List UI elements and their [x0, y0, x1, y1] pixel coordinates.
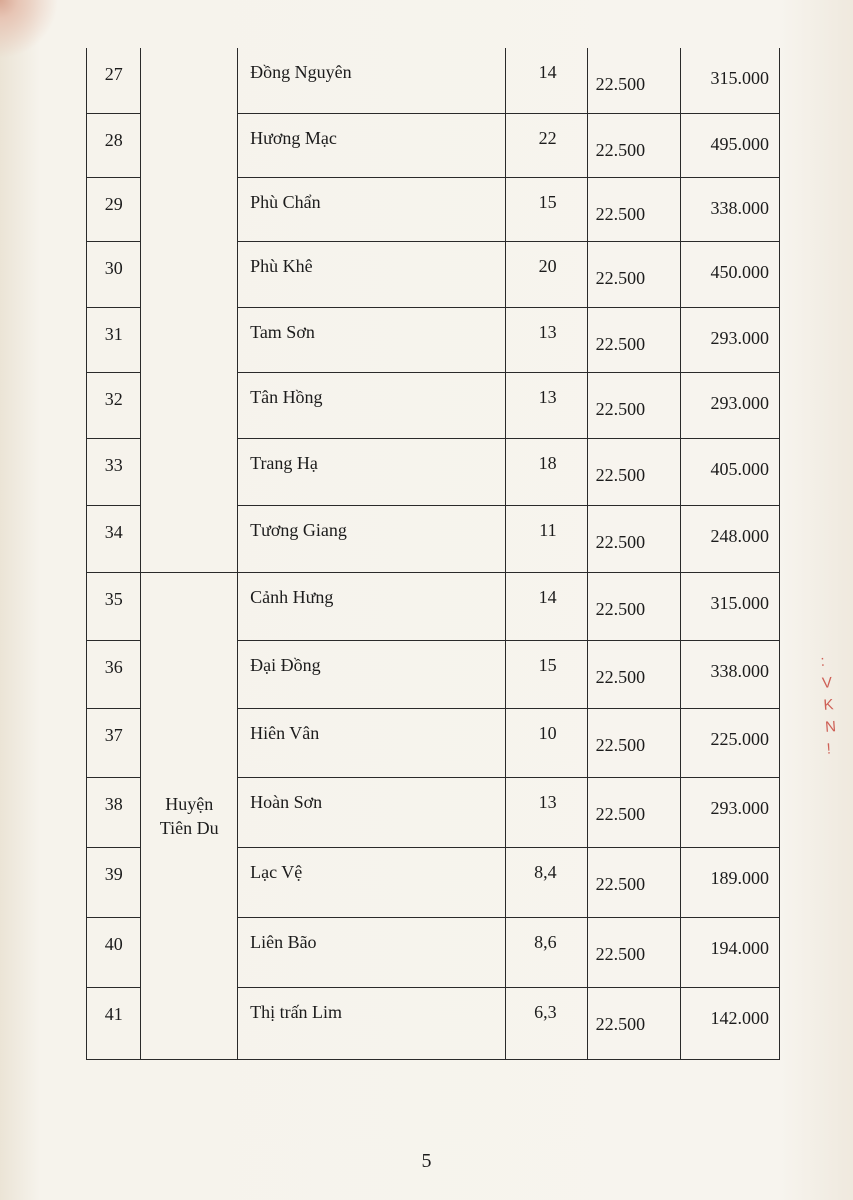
total-amount-text: 142.000: [710, 1007, 769, 1028]
commune-name-text: Đại Đồng: [250, 654, 321, 675]
commune-name-text: Trang Hạ: [250, 452, 318, 473]
quantity-cell: [506, 438, 588, 505]
quantity-cell: [506, 777, 588, 847]
quantity-cell: [506, 372, 588, 438]
quantity-cell: [506, 307, 588, 372]
quantity-cell: [506, 917, 588, 987]
commune-name-cell: [238, 113, 506, 177]
quantity-text: 18: [538, 452, 557, 473]
row-number-cell: [87, 113, 141, 177]
quantity-text: 13: [538, 321, 557, 342]
row-number-cell: [87, 987, 141, 1059]
commune-name-cell: [238, 48, 506, 113]
total-amount-cell: [681, 777, 780, 847]
total-amount-cell: [681, 438, 780, 505]
red-stamp-fragment: : V K N !: [819, 652, 837, 758]
unit-price-text: 22.500: [595, 666, 646, 687]
total-amount-text: 338.000: [710, 197, 769, 218]
total-amount-cell: [681, 241, 780, 307]
row-number-cell: [87, 572, 141, 640]
unit-price-text: 22.500: [595, 203, 646, 224]
commune-name-text: Lạc Vệ: [250, 861, 303, 882]
total-amount-text: 315.000: [710, 592, 769, 613]
commune-name-cell: [238, 307, 506, 372]
commune-name-cell: [238, 777, 506, 847]
quantity-text: 13: [538, 791, 557, 812]
quantity-text: 20: [538, 255, 557, 276]
commune-name-text: Hương Mạc: [250, 127, 337, 148]
quantity-text: 8,6: [534, 931, 557, 952]
total-amount-cell: [681, 113, 780, 177]
total-amount-cell: [681, 177, 780, 241]
quantity-cell: [506, 505, 588, 572]
unit-price-cell: [587, 987, 681, 1059]
unit-price-text: 22.500: [595, 1013, 646, 1034]
unit-price-cell: [587, 438, 681, 505]
unit-price-cell: [587, 777, 681, 847]
quantity-text: 11: [539, 519, 557, 540]
total-amount-text: 338.000: [710, 660, 769, 681]
page-number: 5: [421, 1150, 432, 1172]
unit-price-cell: [587, 113, 681, 177]
unit-price-text: 22.500: [595, 398, 646, 419]
table-row: [87, 48, 780, 113]
row-number-text: 37: [104, 724, 123, 745]
quantity-text: 6,3: [534, 1001, 557, 1022]
district-cell-group-2: [141, 572, 238, 1059]
commune-name-text: Thị trấn Lim: [250, 1001, 343, 1022]
row-number-text: 36: [104, 656, 123, 677]
total-amount-text: 293.000: [710, 327, 769, 348]
row-number-text: 27: [104, 64, 123, 84]
unit-price-cell: [587, 505, 681, 572]
unit-price-cell: [587, 48, 681, 113]
unit-price-text: 22.500: [595, 803, 646, 824]
commune-name-text: Phù Chẩn: [250, 191, 321, 212]
quantity-text: 14: [538, 62, 557, 82]
unit-price-text: 22.500: [595, 873, 646, 894]
row-number-text: 28: [104, 129, 123, 150]
table-body: [87, 48, 780, 1059]
row-number-text: 29: [104, 193, 123, 214]
total-amount-text: 495.000: [710, 133, 769, 154]
unit-price-text: 22.500: [595, 74, 646, 94]
quantity-text: 14: [538, 586, 557, 607]
commune-name-cell: [238, 177, 506, 241]
row-number-text: 40: [104, 933, 123, 954]
quantity-text: 13: [538, 386, 557, 407]
unit-price-cell: [587, 307, 681, 372]
commune-name-text: Liên Bão: [250, 931, 317, 952]
row-number-text: 31: [104, 323, 123, 344]
unit-price-text: 22.500: [595, 333, 646, 354]
commune-name-text: Hiên Vân: [250, 722, 320, 743]
commune-name-text: Đồng Nguyên: [250, 62, 352, 82]
quantity-text: 15: [538, 191, 557, 212]
quantity-text: 22: [538, 127, 557, 148]
quantity-cell: [506, 640, 588, 708]
district-name-line1: Huyện: [165, 793, 214, 814]
commune-name-cell: [238, 640, 506, 708]
row-number-cell: [87, 241, 141, 307]
total-amount-cell: [681, 48, 780, 113]
row-number-cell: [87, 505, 141, 572]
row-number-cell: [87, 438, 141, 505]
total-amount-text: 315.000: [710, 68, 769, 88]
quantity-cell: [506, 708, 588, 777]
row-number-text: 34: [104, 521, 123, 542]
row-number-text: 38: [104, 793, 123, 814]
total-amount-cell: [681, 505, 780, 572]
commune-name-cell: [238, 438, 506, 505]
unit-price-cell: [587, 640, 681, 708]
quantity-text: 10: [538, 722, 557, 743]
row-number-text: 39: [104, 863, 123, 884]
commune-name-text: Tân Hồng: [250, 386, 323, 407]
unit-price-text: 22.500: [595, 943, 646, 964]
unit-price-text: 22.500: [595, 598, 646, 619]
commune-name-cell: [238, 241, 506, 307]
row-number-cell: [87, 847, 141, 917]
unit-price-cell: [587, 708, 681, 777]
unit-price-text: 22.500: [595, 139, 646, 160]
table-row: [87, 572, 780, 640]
total-amount-cell: [681, 307, 780, 372]
commune-name-text: Phù Khê: [250, 255, 313, 276]
row-number-cell: [87, 372, 141, 438]
fee-table: [86, 48, 780, 1060]
total-amount-text: 405.000: [710, 458, 769, 479]
total-amount-cell: [681, 572, 780, 640]
unit-price-text: 22.500: [595, 734, 646, 755]
commune-name-cell: [238, 987, 506, 1059]
commune-name-cell: [238, 847, 506, 917]
row-number-cell: [87, 777, 141, 847]
total-amount-text: 194.000: [710, 937, 769, 958]
row-number-cell: [87, 307, 141, 372]
total-amount-cell: [681, 847, 780, 917]
unit-price-cell: [587, 372, 681, 438]
row-number-text: 33: [104, 454, 123, 475]
unit-price-text: 22.500: [595, 464, 646, 485]
unit-price-text: 22.500: [595, 267, 646, 288]
quantity-cell: [506, 847, 588, 917]
district-cell-group-1: [141, 48, 238, 572]
quantity-cell: [506, 113, 588, 177]
total-amount-cell: [681, 640, 780, 708]
row-number-cell: [87, 708, 141, 777]
commune-name-text: Cảnh Hưng: [250, 586, 334, 607]
row-number-text: 35: [104, 588, 123, 609]
row-number-cell: [87, 48, 141, 113]
quantity-cell: [506, 241, 588, 307]
total-amount-text: 189.000: [710, 867, 769, 888]
quantity-text: 8,4: [534, 861, 557, 882]
commune-name-text: Tam Sơn: [250, 321, 315, 342]
quantity-cell: [506, 48, 588, 113]
unit-price-cell: [587, 572, 681, 640]
total-amount-cell: [681, 917, 780, 987]
commune-name-text: Hoàn Sơn: [250, 791, 323, 812]
unit-price-cell: [587, 177, 681, 241]
quantity-cell: [506, 987, 588, 1059]
commune-name-cell: [238, 505, 506, 572]
commune-name-cell: [238, 572, 506, 640]
quantity-cell: [506, 177, 588, 241]
row-number-text: 41: [104, 1003, 123, 1024]
row-number-cell: [87, 177, 141, 241]
page-corner-shadow: [0, 0, 60, 60]
row-number-text: 32: [104, 388, 123, 409]
total-amount-text: 225.000: [710, 728, 769, 749]
row-number-text: 30: [104, 257, 123, 278]
total-amount-cell: [681, 372, 780, 438]
row-number-cell: [87, 917, 141, 987]
total-amount-text: 293.000: [710, 392, 769, 413]
commune-name-cell: [238, 917, 506, 987]
total-amount-text: 293.000: [710, 797, 769, 818]
unit-price-text: 22.500: [595, 531, 646, 552]
quantity-text: 15: [538, 654, 557, 675]
unit-price-cell: [587, 241, 681, 307]
commune-name-cell: [238, 372, 506, 438]
unit-price-cell: [587, 917, 681, 987]
commune-name-text: Tương Giang: [250, 519, 347, 540]
row-number-cell: [87, 640, 141, 708]
unit-price-cell: [587, 847, 681, 917]
total-amount-cell: [681, 987, 780, 1059]
total-amount-text: 450.000: [710, 261, 769, 282]
total-amount-text: 248.000: [710, 525, 769, 546]
total-amount-cell: [681, 708, 780, 777]
quantity-cell: [506, 572, 588, 640]
district-name-line2: Tiên Du: [159, 817, 219, 838]
commune-name-cell: [238, 708, 506, 777]
